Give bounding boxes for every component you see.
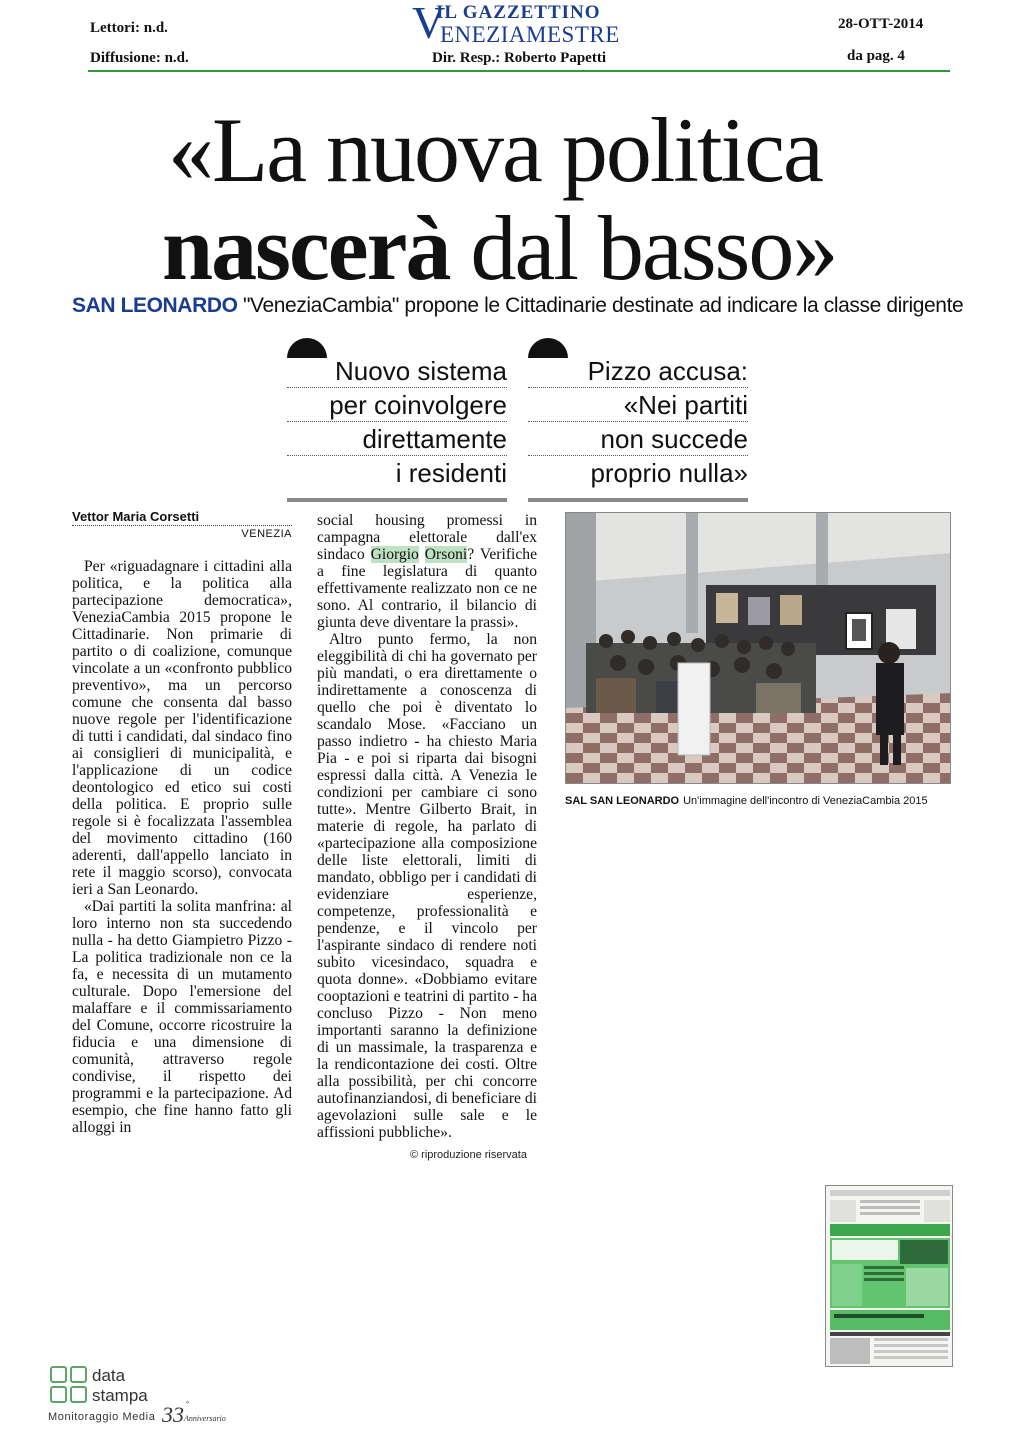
masthead-initial: V xyxy=(412,0,446,48)
logo-square xyxy=(70,1386,87,1403)
readers-label: Lettori: n.d. xyxy=(90,20,168,36)
anniversary-number: 33 xyxy=(162,1402,184,1427)
deck-rule xyxy=(287,498,507,502)
page-label: da pag. 4 xyxy=(847,48,905,64)
deck-line: Pizzo accusa: xyxy=(528,354,748,388)
anniversary-word: Anniversario xyxy=(184,1414,226,1423)
deck-line: proprio nulla» xyxy=(590,458,748,488)
article-column-1 xyxy=(72,558,292,1136)
deck-right xyxy=(528,338,748,490)
kicker-text: "VeneziaCambia" propone le Cittadinarie destinate ad indicare la classe dirigente xyxy=(237,294,964,317)
deck-line: direttamente xyxy=(287,422,507,456)
highlighted-name: Orsoni xyxy=(424,546,468,563)
byline: Vettor Maria Corsetti xyxy=(72,509,292,526)
logo-square xyxy=(50,1366,67,1383)
headline-line-2 xyxy=(162,198,836,298)
kicker-place: SAN LEONARDO xyxy=(72,294,238,317)
paragraph xyxy=(317,512,537,631)
logo-tagline: Monitoraggio Media xyxy=(48,1411,156,1423)
text-run: ? Verifiche a fine legislatura di quanto effettivamente realizzato non ce ne sono. Al contrario, il bilancio di giunta deve diventare la prassi». xyxy=(317,546,537,631)
deck-line: i residenti xyxy=(395,458,507,488)
highlighted-name: Giorgio xyxy=(370,546,419,563)
deck-line: «Nei partiti xyxy=(528,388,748,422)
masthead-edition: ENEZIAMESTRE xyxy=(440,22,620,47)
deck-rule xyxy=(528,498,748,502)
circulation-label: Diffusione: n.d. xyxy=(90,50,189,66)
caption-text: Un'immagine dell'incontro di VeneziaCambia 2015 xyxy=(683,795,928,807)
dateline: VENEZIA xyxy=(241,528,292,540)
deck-left xyxy=(287,338,507,490)
director-label: Dir. Resp.: Roberto Papetti xyxy=(432,50,607,66)
page-thumbnail xyxy=(825,1185,953,1367)
text-run: social housing promessi in campagna elettorale dall'ex sindaco xyxy=(317,512,537,563)
headline-rest: dal basso» xyxy=(449,197,837,299)
logo-square xyxy=(50,1386,67,1403)
logo-square xyxy=(70,1366,87,1383)
kicker xyxy=(72,294,964,318)
deck-line: non succede xyxy=(528,422,748,456)
paragraph: Per «riguadagnare i cittadini alla politica, e la politica alla partecipazione democratica», VeneziaCambia 2015 propone le Cittadinarie. Non primarie di partito o di coalizione, comunque vincolate a un «confronto pubblico preventivo», ma un percorso comune che consenta dal basso nuove regole per l'identificazione di tutti i candidati, dal sindaco fino ai consiglieri di municipalità, e l'applicazione di un codice deontologico ed etico sui costi della politica. E proprio sulle regole si è focalizzata l'assemblea del movimento cittadino (160 aderenti, dall'appello lanciato in rete il maggio scorso), convocata ieri a San Leonardo. xyxy=(72,558,292,898)
headline-bold-word: nascerà xyxy=(162,197,450,299)
date-label: 28-OTT-2014 xyxy=(838,16,924,32)
meeting-photo-illustration xyxy=(566,513,951,784)
text-run xyxy=(419,546,425,563)
paragraph: Altro punto fermo, la non eleggibilità di chi ha governato per più mandati, o era direttamente o indirettamente a conoscenza di quello che poi è diventato lo scandalo Mose. «Facciano un passo indietro - ha chiesto Maria Pia - e poi si riparta dai bisogni espressi dalla città. A Venezia le condizioni per cambiare ci sono tutte». Mentre Gilberto Brait, in materie di regole, ha parlato di «partecipazione alla composizione delle liste elettorali, limiti di mandato, obbligo per i candidati di evidenziare esperienze, competenze, professionalità e pendenze, e il vincolo per l'aspirante sindaco di rendere noti subito vicesindaco, squadra e quota donne». «Dobbiamo evitare cooptazioni e teatrini di partito - ha concluso Pizzo - Non meno importanti saranno la definizione di un massimale, la trasparenza e la rendicontazione dei costi. Oltre alla possibilità, per chi concorre autofinanziandosi, di beneficiare di agevolazioni sulle sale e le affissioni pubbliche». xyxy=(317,631,537,1141)
deck-line: per coinvolgere xyxy=(287,388,507,422)
page-thumbnail-illustration xyxy=(826,1186,953,1367)
header-divider xyxy=(88,70,950,72)
photo-caption xyxy=(565,795,928,807)
deck-line: Nuovo sistema xyxy=(287,354,507,388)
headline-line-1: «La nuova politica xyxy=(168,99,822,201)
logo-word-stampa: stampa xyxy=(92,1386,148,1405)
degree-mark: ° xyxy=(186,1400,190,1409)
article-column-2 xyxy=(317,512,537,1141)
paragraph: «Dai partiti la solita manfrina: al loro interno non sta succedendo nulla - ha detto Giampietro Pizzo - La politica tradizionale non ce la fa, e necessita di un mutamento culturale. Dopo l'emersione del malaffare e il commissariamento del Comune, occorre ricostruire la fiducia e una dimensione di comunità, attraverso regole condivise, il rispetto dei programmi e la partecipazione. Ad esempio, che fine hanno fatto gli alloggi in xyxy=(72,898,292,1136)
masthead-title: IL GAZZETTINO xyxy=(436,2,601,23)
article-photo xyxy=(565,512,951,784)
copyright-notice: © riproduzione riservata xyxy=(410,1149,527,1161)
logo-word-data: data xyxy=(92,1366,126,1385)
caption-label: SAL SAN LEONARDO xyxy=(565,795,680,807)
